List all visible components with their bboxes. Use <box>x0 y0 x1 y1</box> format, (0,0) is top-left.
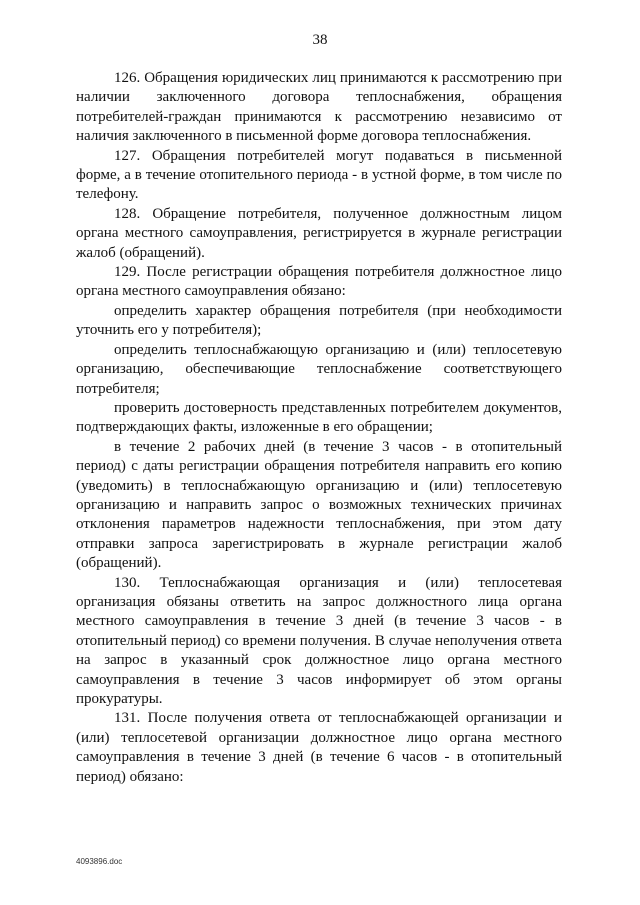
paragraph-130: 130. Теплоснабжающая организация и (или) теплосетевая организация обязаны ответить на запрос должностного лица органа местного самоуправления в течение 3 дней (в течение 3 часов - в отопительный период) со времени получения. В случае неполучения ответа на запрос в указанный срок должностное лицо органа местного самоуправления в течение 3 часов информирует об этом органы прокуратуры. <box>76 574 562 707</box>
document-body <box>76 69 562 787</box>
paragraph-131: 131. После получения ответа от теплоснабжающей организации и (или) теплосетевой организации должностное лицо органа местного самоуправления в течение 3 дней (в течение 6 часов - в отопительный период) обязано: <box>76 710 562 785</box>
document-filename: 4093896.doc <box>76 857 123 866</box>
list-item-define-organization: определить теплоснабжающую организацию и (или) теплосетевую организацию, обеспечивающие теплоснабжение соответствующего потребителя; <box>76 341 562 397</box>
paragraph-129: 129. После регистрации обращения потребителя должностное лицо органа местного самоуправления обязано: <box>76 264 562 300</box>
list-item-verify-documents: проверить достоверность представленных потребителем документов, подтверждающих факты, изложенные в его обращении; <box>76 399 562 436</box>
paragraph-127: 127. Обращения потребителей могут подаваться в письменной форме, а в течение отопительного периода - в устной форме, в том числе по телефону. <box>76 147 562 203</box>
paragraph-128: 128. Обращение потребителя, полученное должностным лицом органа местного самоуправления, регистрируется в журнале регистрации жалоб (обращений). <box>76 205 562 261</box>
page-number: 38 <box>312 32 328 48</box>
list-item-send-request: в течение 2 рабочих дней (в течение 3 часов - в отопительный период) с даты регистрации обращения потребителя направить его копию (уведомить) в теплоснабжающую организацию и (или) теплосетевую организацию и направить запрос о возможных технических причинах отклонения параметров надежности теплоснабжения, при этом дату отправки запроса зарегистрировать в журнале регистрации жалоб (обращений). <box>76 438 562 572</box>
list-item-define-nature: определить характер обращения потребителя (при необходимости уточнить его у потребителя); <box>76 302 562 339</box>
paragraph-126: 126. Обращения юридических лиц принимаются к рассмотрению при наличии заключенного договора теплоснабжения, обращения потребителей-граждан принимаются к рассмотрению независимо от наличия заключенного в письменной форме договора теплоснабжения. <box>76 70 562 145</box>
